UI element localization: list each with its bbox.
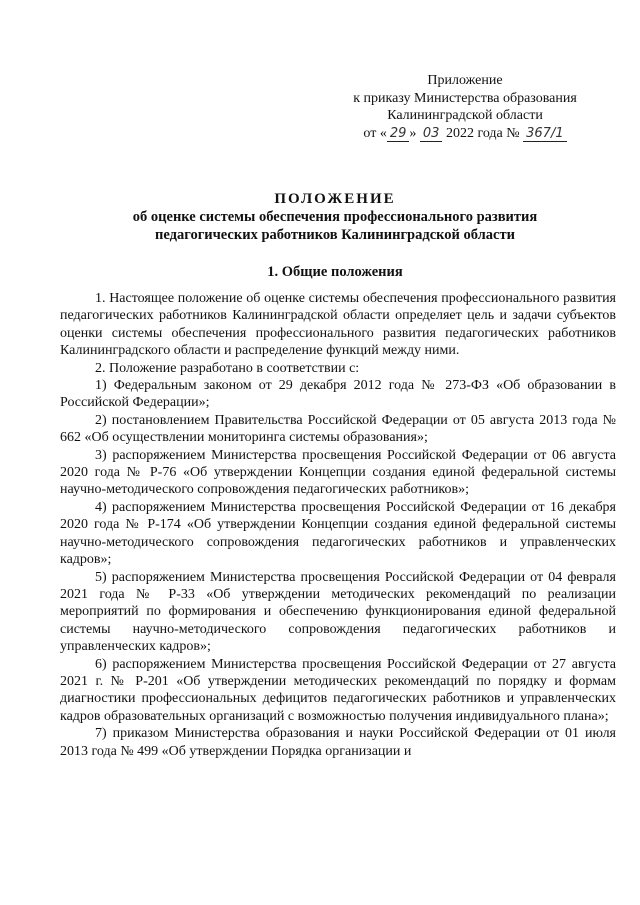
list-item: 1) Федеральным законом от 29 декабря 2012 года № 273-ФЗ «Об образовании в Российской Федерации»; [60,378,616,411]
section-heading: 1. Общие положения [267,264,403,280]
list-item: 3) распоряжением Министерства просвещения Российской Федерации от 06 августа 2020 года № Р-76 «Об утверждении Концепции создания единой федеральной системы научно-методического сопровождения педагогических работников»; [60,447,616,498]
document-body [60,290,616,760]
list-item: 5) распоряжением Министерства просвещения Российской Федерации от 04 февраля 2021 года № Р-33 «Об утверждении методических рекомендаций по реализации мероприятий по формирования и обеспечению функционирования единой федеральной системы научно-методического сопровождения педагогических работников и управленческих кадров»; [60,569,616,655]
paragraph-2: 2. Положение разработано в соответствии с: [95,360,360,376]
title-main: ПОЛОЖЕНИЕ [274,191,396,207]
appendix-date-line [320,125,610,143]
list-item: 2) постановлением Правительства Российской Федерации от 05 августа 2013 года № 662 «Об осуществлении мониторинга системы образования»; [60,412,616,446]
order-number-handwritten: 367/1 [523,127,566,142]
date-month-handwritten: 03 [420,127,443,142]
document-title [60,190,610,244]
appendix-header [320,72,610,142]
legal-basis-list [60,377,616,760]
list-item: 4) распоряжением Министерства просвещения Российской Федерации от 16 декабря 2020 года № Р-174 «Об утверждении Концепции создания единой федеральной системы научно-методического сопровождения педагогических работников и управленческих кадров»; [60,499,616,568]
title-subtitle-line1: об оценке системы обеспечения профессионального развития [132,209,538,225]
date-year: 2022 года № [442,125,524,141]
appendix-label: Приложение [427,73,503,88]
list-item: 6) распоряжением Министерства просвещения Российской Федерации от 27 августа 2021 г. № Р-201 «Об утверждении методических рекомендаций по порядку и формам диагностики профессиональных дефицитов педагогических работников и управленческих кадров образовательных организаций с возможностью получения индивидуального плана»; [60,656,616,724]
appendix-order-ref: к приказу Министерства образования [353,90,577,106]
list-item: 7) приказом Министерства образования и науки Российской Федерации от 01 июля 2013 года № 499 «Об утверждении Порядка организации и [60,726,616,759]
date-prefix: от « [363,125,387,141]
date-day-handwritten: 29 [387,127,410,142]
title-subtitle-line2: педагогических работников Калининградской области [155,227,515,243]
paragraph-1: 1. Настоящее положение об оценке системы обеспечения профессионального развития педагогических работников Калининградской области определяет цель и задачи субъектов оценки системы обеспечения профессионального развития педагогических работников Калининградского области и распределение функций между ними. [60,291,616,359]
date-mid: » [409,125,417,141]
appendix-region: Калининградской области [387,108,543,123]
